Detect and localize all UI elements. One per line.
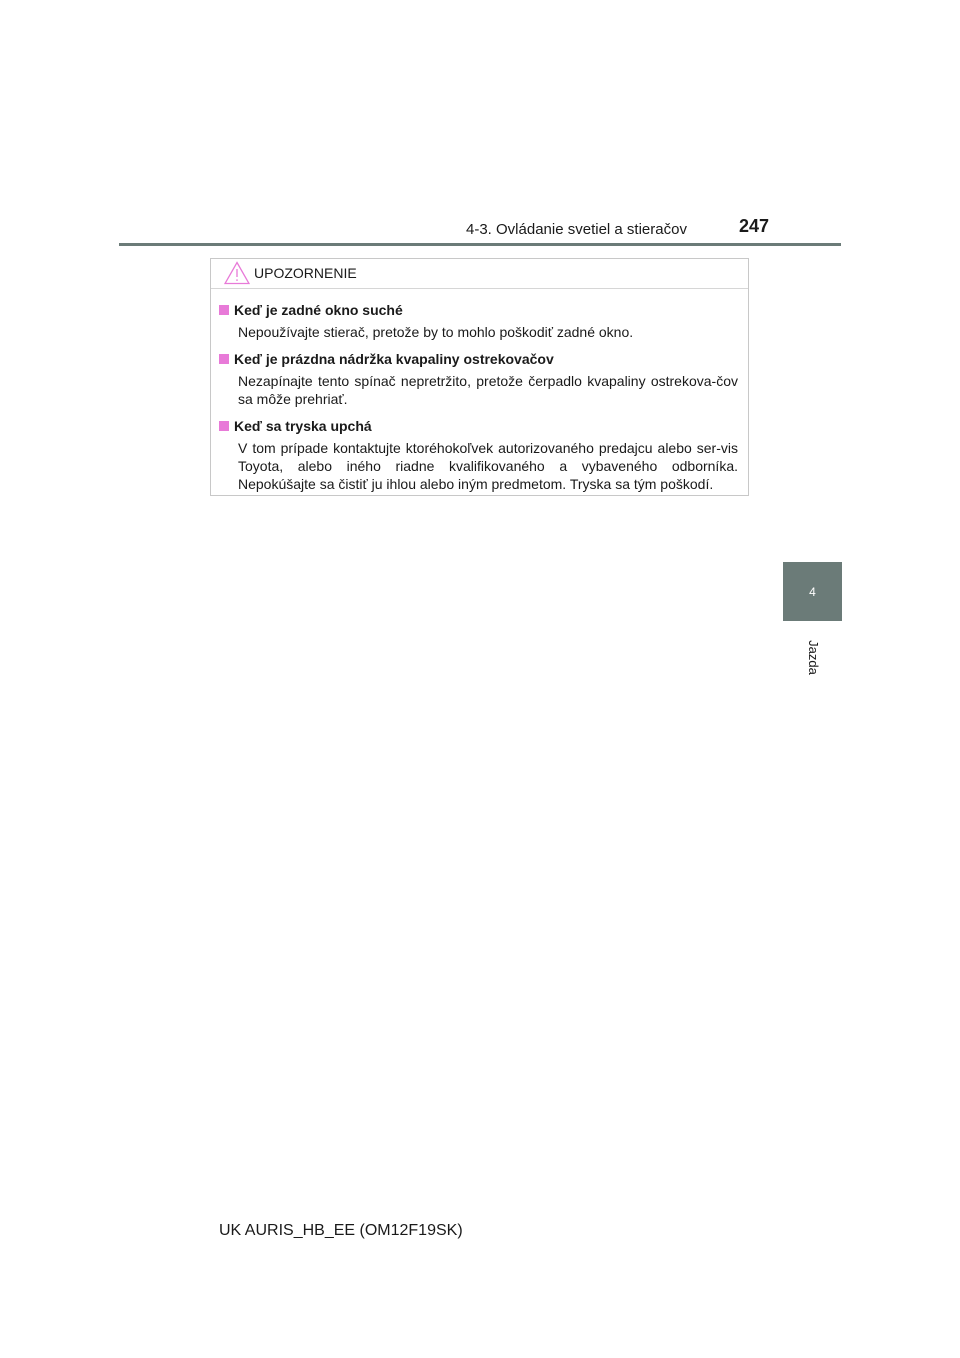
caution-item-heading xyxy=(219,301,738,319)
caution-item-text: Nepoužívajte stierač, pretože by to mohlo poškodiť zadné okno. xyxy=(238,324,634,340)
header-section-title: 4-3. Ovládanie svetiel a stieračov xyxy=(466,221,687,238)
caution-body xyxy=(211,289,748,493)
caution-item xyxy=(219,301,738,341)
caution-item-heading xyxy=(219,417,738,435)
square-bullet-icon xyxy=(219,354,229,364)
chapter-tab xyxy=(783,562,842,621)
square-bullet-icon xyxy=(219,421,229,431)
caution-header xyxy=(211,259,748,289)
chapter-label: Jazda xyxy=(805,640,821,675)
caution-item-text: V tom prípade kontaktujte ktoréhokoľvek autorizovaného predajcu alebo ser-vis Toyota, alebo iného riadne kvalifikovaného a vybaveného odborníka. Nepokúšajte sa čistiť ju ihlou alebo iným predmetom. Tryska sa tým poškodí. xyxy=(238,440,738,492)
caution-item-heading-text: Keď sa tryska upchá xyxy=(234,418,372,434)
page-number: 247 xyxy=(739,216,770,236)
document-id: UK AURIS_HB_EE (OM12F19SK) xyxy=(219,1222,463,1239)
caution-item xyxy=(219,350,738,408)
warning-triangle-icon xyxy=(224,261,250,285)
header-divider xyxy=(119,243,841,246)
chapter-number: 4 xyxy=(809,584,816,599)
caution-item-heading-text: Keď je zadné okno suché xyxy=(234,302,403,318)
caution-item-heading-text: Keď je prázdna nádržka kvapaliny ostrekovačov xyxy=(234,351,554,367)
caution-item-text: Nezapínajte tento spínač nepretržito, pretože čerpadlo kvapaliny ostrekova-čov sa môže prehriať. xyxy=(238,373,738,407)
caution-title: UPOZORNENIE xyxy=(254,265,357,281)
square-bullet-icon xyxy=(219,305,229,315)
caution-item xyxy=(219,417,738,493)
caution-item-heading xyxy=(219,350,738,368)
caution-box xyxy=(210,258,749,496)
